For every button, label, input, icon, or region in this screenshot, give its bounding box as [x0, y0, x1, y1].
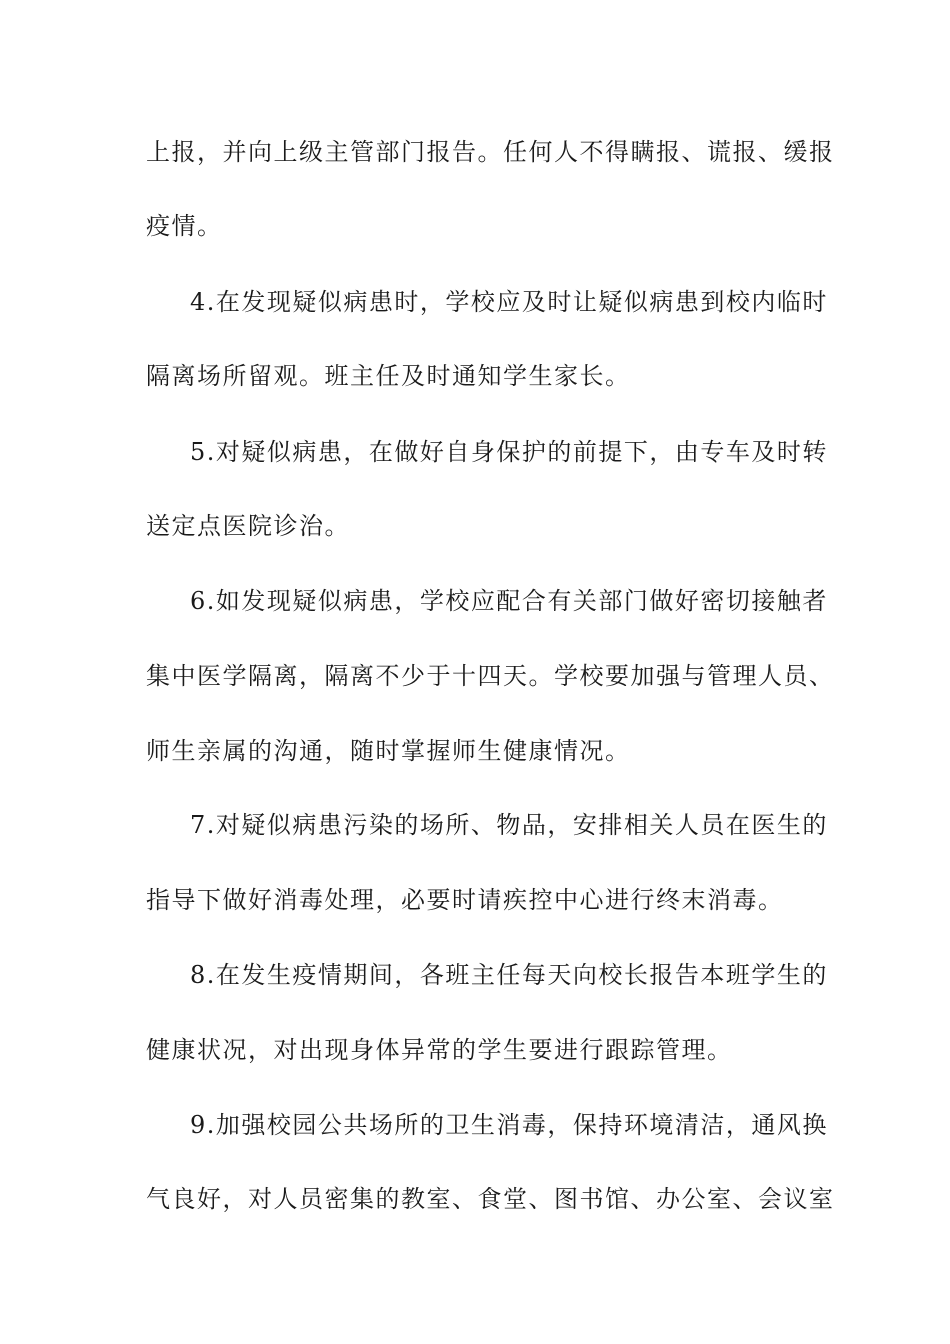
text-line: 疫情。	[146, 212, 223, 240]
paragraph-6-start: 6.如发现疑似病患，学校应配合有关部门做好密切接触者	[190, 587, 828, 615]
text-line: 隔离场所留观。班主任及时通知学生家长。	[146, 362, 631, 390]
paragraph-7-start: 7.对疑似病患污染的场所、物品，安排相关人员在医生的	[190, 811, 828, 839]
text-line: 送定点医院诊治。	[146, 512, 350, 540]
text-line: 指导下做好消毒处理，必要时请疾控中心进行终末消毒。	[146, 886, 784, 914]
text-line: 健康状况，对出现身体异常的学生要进行跟踪管理。	[146, 1036, 733, 1064]
paragraph-4-start: 4.在发现疑似病患时，学校应及时让疑似病患到校内临时	[190, 288, 828, 316]
text-line: 师生亲属的沟通，随时掌握师生健康情况。	[146, 737, 631, 765]
text-line: 上报，并向上级主管部门报告。任何人不得瞒报、谎报、缓报	[146, 138, 835, 166]
paragraph-8-start: 8.在发生疫情期间，各班主任每天向校长报告本班学生的	[190, 961, 828, 989]
text-line: 集中医学隔离，隔离不少于十四天。学校要加强与管理人员、	[146, 662, 835, 690]
paragraph-9-start: 9.加强校园公共场所的卫生消毒，保持环境清洁，通风换	[190, 1111, 828, 1139]
text-line: 气良好，对人员密集的教室、食堂、图书馆、办公室、会议室	[146, 1185, 835, 1213]
paragraph-5-start: 5.对疑似病患，在做好自身保护的前提下，由专车及时转	[190, 438, 828, 466]
